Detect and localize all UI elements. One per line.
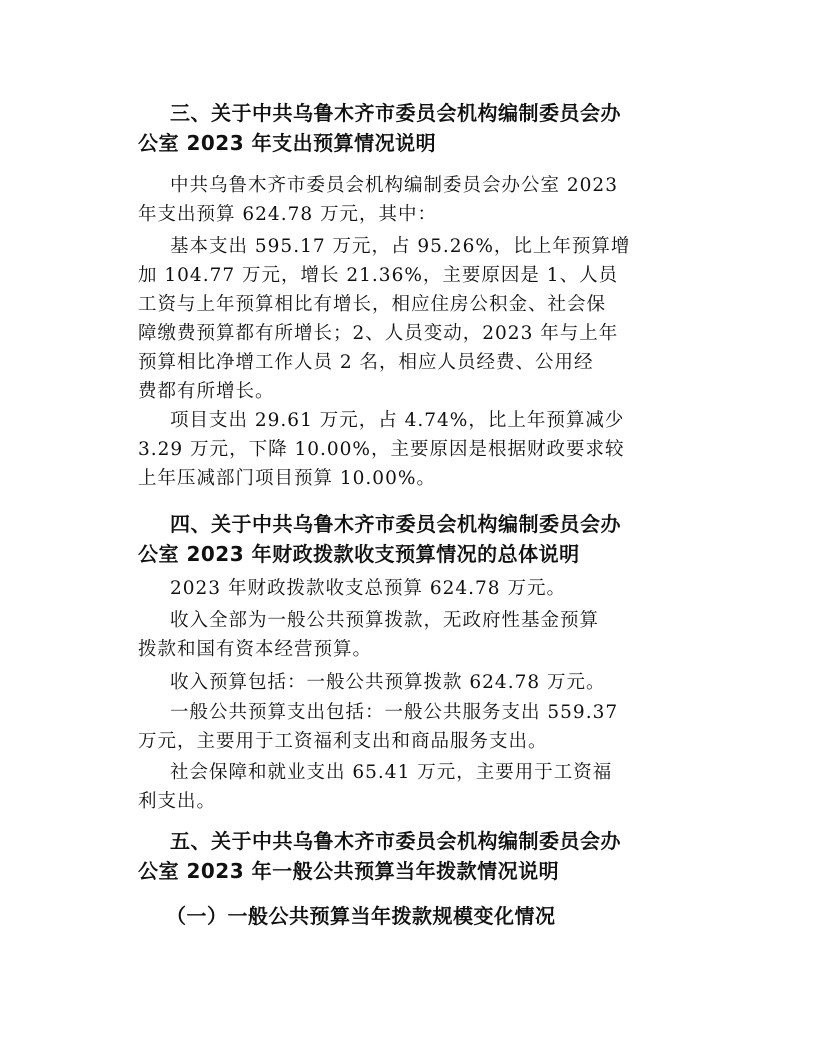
text-line: 加 104.77 万元，增长 21.36%，主要原因是 1、人员 <box>138 265 619 286</box>
heading-line: 公室 2023 年财政拨款收支预算情况的总体说明 <box>138 542 580 566</box>
heading-line: 公室 2023 年一般公共预算当年拨款情况说明 <box>138 859 560 883</box>
text-line: 基本支出 595.17 万元，占 95.26%，比上年预算增 <box>170 236 631 257</box>
paragraph <box>138 668 694 697</box>
text-line: 拨款和国有资本经营预算。 <box>138 639 373 660</box>
text-line: 工资与上年预算相比有增长，相应住房公积金、社会保 <box>138 294 607 315</box>
heading-line: 四、关于中共乌鲁木齐市委员会机构编制委员会办 <box>170 512 621 536</box>
text-line: 一般公共预算支出包括：一般公共服务支出 559.37 <box>170 702 619 723</box>
text-line: 社会保障和就业支出 65.41 万元，主要用于工资福 <box>170 762 613 783</box>
paragraph <box>138 758 694 816</box>
text-line: 费都有所增长。 <box>138 381 275 402</box>
paragraph <box>138 232 694 406</box>
subsection-heading: （一）一般公共预算当年拨款规模变化情况 <box>166 904 556 928</box>
heading-line: 五、关于中共乌鲁木齐市委员会机构编制委员会办 <box>170 829 621 853</box>
section-5-heading <box>138 826 694 886</box>
text-line: 障缴费预算都有所增长；2、人员变动，2023 年与上年 <box>138 323 619 344</box>
text-line: 3.29 万元，下降 10.00%，主要原因是根据财政要求较 <box>138 439 625 460</box>
text-line: 利支出。 <box>138 791 217 812</box>
text-line: 项目支出 29.61 万元，占 4.74%，比上年预算减少 <box>170 410 625 431</box>
paragraph <box>138 698 694 756</box>
heading-line: 公室 2023 年支出预算情况说明 <box>138 131 437 155</box>
paragraph <box>138 574 694 603</box>
text-line: 中共乌鲁木齐市委员会机构编制委员会办公室 2023 <box>170 175 618 196</box>
text-line: 收入全部为一般公共预算拨款，无政府性基金预算 <box>170 610 600 631</box>
text-line: 上年压减部门项目预算 10.00%。 <box>138 468 436 489</box>
paragraph <box>138 406 694 493</box>
paragraph <box>138 171 694 229</box>
heading-line: 三、关于中共乌鲁木齐市委员会机构编制委员会办 <box>170 101 621 125</box>
text-line: 收入预算包括：一般公共预算拨款 624.78 万元。 <box>170 672 606 693</box>
text-line: 万元，主要用于工资福利支出和商品服务支出。 <box>138 731 548 752</box>
text-line: 预算相比净增工作人员 2 名，相应人员经费、公用经 <box>138 352 594 373</box>
section-3-heading <box>138 98 694 158</box>
text-line: 年支出预算 624.78 万元，其中： <box>138 204 437 225</box>
text-line: 2023 年财政拨款收支总预算 624.78 万元。 <box>170 578 566 599</box>
section-4-heading <box>138 509 694 569</box>
paragraph <box>138 606 694 664</box>
